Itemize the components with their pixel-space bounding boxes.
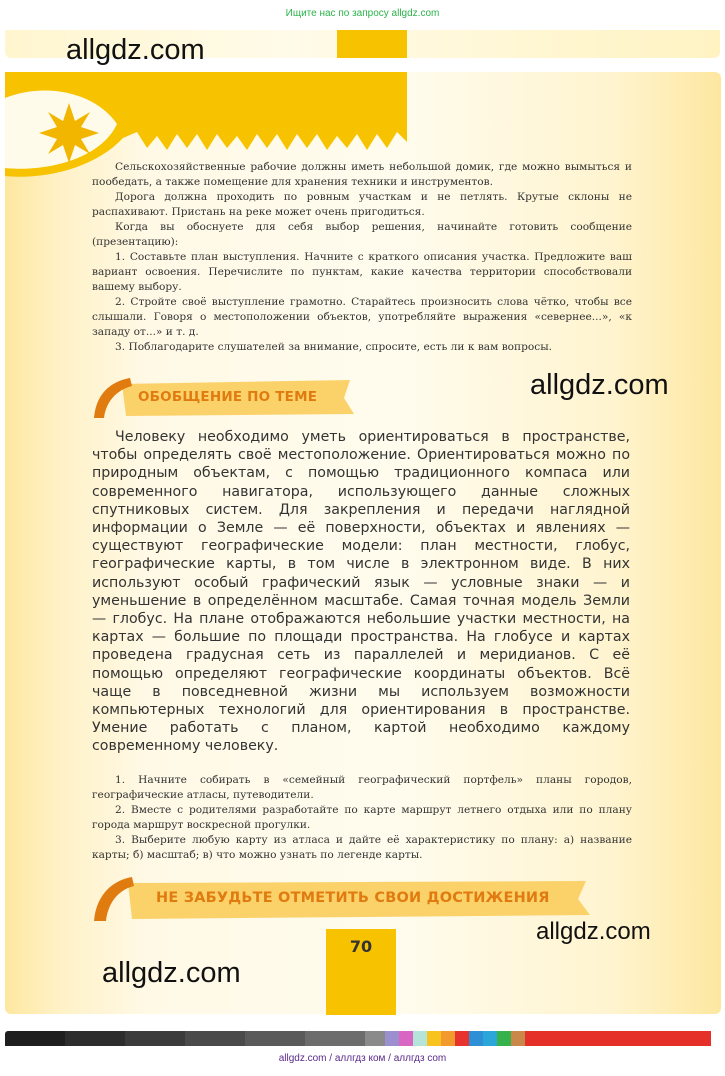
summary-heading-banner <box>92 376 354 420</box>
color-swatch <box>185 1031 245 1046</box>
color-swatch <box>427 1031 441 1046</box>
previous-page-number-tab <box>337 30 407 58</box>
color-swatch <box>497 1031 511 1046</box>
page-number: 70 <box>349 937 373 956</box>
intro-paragraph: Сельскохозяйственные рабочие должны иметь небольшой домик, где можно вымыться и пообедать, а также помещение для хранения техники и инструментов. <box>92 161 632 188</box>
intro-paragraph: Когда вы обоснуете для себя выбор решения, начинайте готовить сообщение (презентацию): <box>92 221 632 248</box>
intro-text-block <box>92 160 632 355</box>
top-hint-text[interactable]: Ищите нас по запросу allgdz.com <box>285 8 440 19</box>
color-swatch <box>441 1031 455 1046</box>
watermark-1: allgdz.com <box>66 34 205 66</box>
corner-decoration <box>5 72 407 180</box>
summary-paragraph: Человеку необходимо уметь ориентироваться в пространстве, чтобы определять своё местоположение. Ориентироваться можно по природным объектам, с помощью традиционного компаса или современного навигатора, использующего данные сложных спутниковых систем. Для закрепления и передачи наглядной информации о Земле — её поверхности, объектах и явлениях — существуют географические модели: план местности, глобус, географические карты, в том числе в электронном виде. В них используют особый графический язык — условные знаки — и уменьшение в определённом масштабе. Самая точная модель Земли — глобус. На плане отображаются небольшие участки местности, на картах — большие по площади пространства. На глобусе и картах проведена градусная сеть из параллелей и меридианов. С её помощью определяют географические координаты объектов. Всё чаще в повседневной жизни мы используем возможности компьютерных технологий для ориентирования в пространстве. Умение работать с планом, картой необходимо каждому современному человеку. <box>92 429 630 755</box>
watermark-2: allgdz.com <box>530 369 669 401</box>
color-swatch <box>5 1031 65 1046</box>
intro-paragraph: Дорога должна проходить по ровным участкам и не петлять. Крутые склоны не распахивают. Пристань на реке может очень пригодиться. <box>92 191 632 218</box>
intro-paragraph: 2. Стройте своё выступление грамотно. Старайтесь произносить слова чётко, чтобы все слышали. Говоря о местоположении объектов, употребляйте выражения «севернее...», «к западу от...» и т. д. <box>92 296 632 338</box>
color-swatch <box>469 1031 483 1046</box>
summary-text-block <box>92 428 630 756</box>
intro-paragraph: 1. Составьте план выступления. Начните с краткого описания участка. Предложите ваш вариант освоения. Перечислите по пунктам, какие качества территории способствовали вашему выбору. <box>92 251 632 293</box>
intro-paragraph: 3. Поблагодарите слушателей за внимание, спросите, есть ли к вам вопросы. <box>115 341 553 353</box>
color-swatch <box>413 1031 427 1046</box>
color-swatch <box>399 1031 413 1046</box>
task-item: 1. Начните собирать в «семейный географический портфель» планы городов, географические атласы, путеводители. <box>92 774 632 801</box>
achievements-banner <box>92 875 592 923</box>
task-item: 2. Вместе с родителями разработайте по карте маршрут летнего отдыха или по плану города маршрут воскресной прогулки. <box>92 804 632 831</box>
tasks-block <box>92 773 632 863</box>
print-color-bar <box>5 1031 721 1046</box>
color-swatch <box>511 1031 525 1046</box>
color-swatch <box>455 1031 469 1046</box>
watermark-3: allgdz.com <box>536 918 651 945</box>
color-swatch <box>525 1031 711 1046</box>
color-swatch <box>245 1031 305 1046</box>
color-swatch <box>365 1031 385 1046</box>
color-swatch <box>385 1031 399 1046</box>
top-hint-bar <box>0 0 725 30</box>
task-item: 3. Выберите любую карту из атласа и дайте её характеристику по плану: а) название карты; б) масштаб; в) что можно узнать по легенде карты. <box>92 834 632 861</box>
color-swatch <box>125 1031 185 1046</box>
footer <box>0 1046 725 1076</box>
color-swatch <box>483 1031 497 1046</box>
achievements-text: НЕ ЗАБУДЬТЕ ОТМЕТИТЬ СВОИ ДОСТИЖЕНИЯ <box>156 890 550 906</box>
sun-icon <box>39 103 99 163</box>
footer-links[interactable]: allgdz.com / аллгдз ком / аллгдз com <box>278 1053 447 1064</box>
color-swatch <box>305 1031 365 1046</box>
watermark-4: allgdz.com <box>102 957 241 989</box>
page-number-tab <box>326 929 396 1015</box>
color-swatch <box>65 1031 125 1046</box>
summary-heading-text: ОБОБЩЕНИЕ ПО ТЕМЕ <box>138 389 318 405</box>
